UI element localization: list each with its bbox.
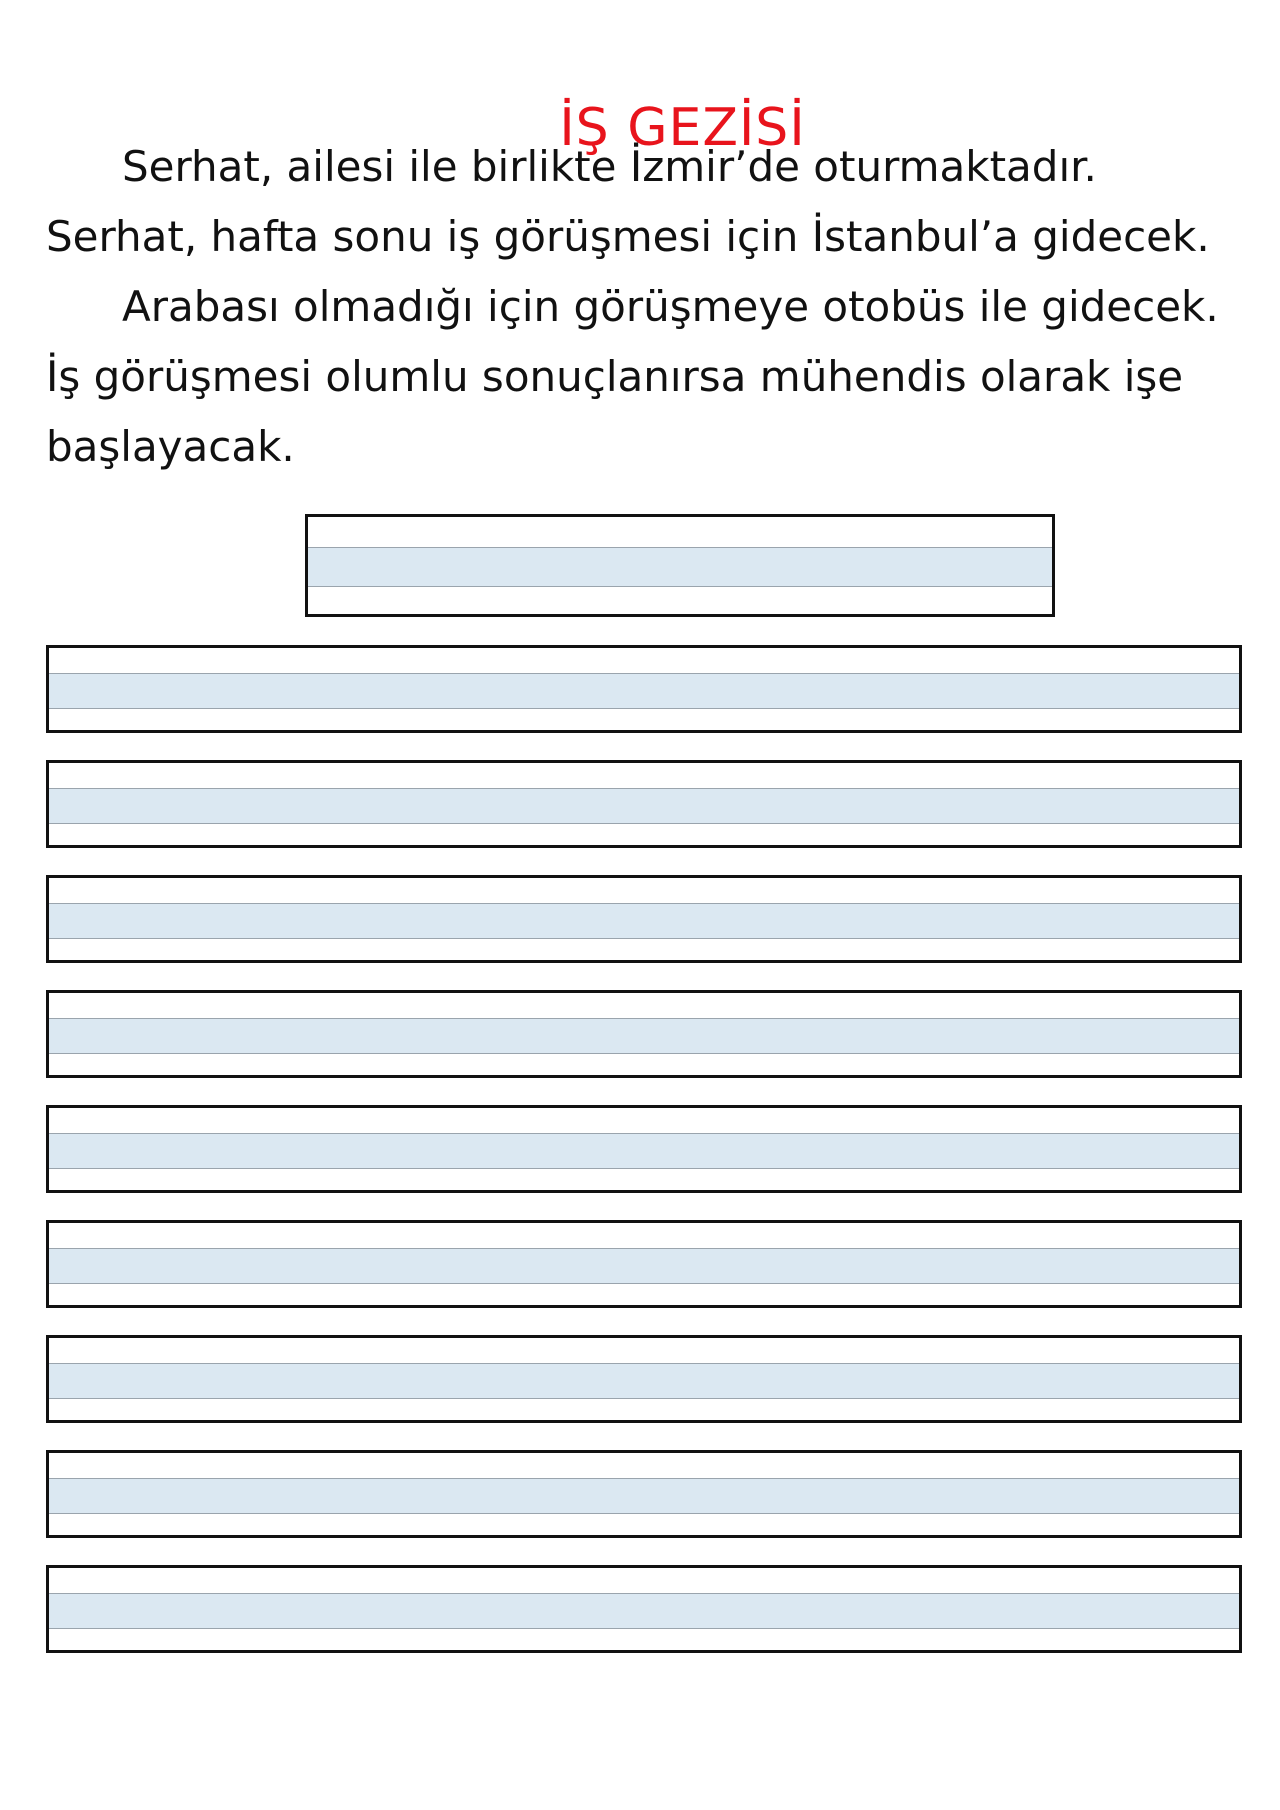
writing-line-4[interactable] bbox=[46, 990, 1242, 1078]
writing-guide-band bbox=[49, 1363, 1239, 1399]
title-writing-box[interactable] bbox=[305, 514, 1055, 617]
writing-line-5[interactable] bbox=[46, 1105, 1242, 1193]
writing-line-9[interactable] bbox=[46, 1565, 1242, 1653]
writing-guide-band bbox=[49, 1478, 1239, 1514]
writing-line-8[interactable] bbox=[46, 1450, 1242, 1538]
writing-guide-band bbox=[49, 1133, 1239, 1169]
writing-guide-band bbox=[49, 903, 1239, 939]
paragraph-line-4: İş görüşmesi olumlu sonuçlanırsa mühendis olarak işe bbox=[46, 352, 1184, 401]
writing-guide-band bbox=[308, 547, 1052, 587]
writing-guide-band bbox=[49, 1248, 1239, 1284]
paragraph-line-3: Arabası olmadığı için görüşmeye otobüs ile gidecek. bbox=[122, 282, 1219, 331]
writing-line-7[interactable] bbox=[46, 1335, 1242, 1423]
writing-guide-band bbox=[49, 1018, 1239, 1054]
paragraph-line-2: Serhat, hafta sonu iş görüşmesi için İstanbul’a gidecek. bbox=[46, 212, 1210, 261]
page-title: İŞ GEZİSİ bbox=[559, 97, 806, 158]
writing-guide-band bbox=[49, 673, 1239, 709]
writing-line-1[interactable] bbox=[46, 645, 1242, 733]
writing-guide-band bbox=[49, 788, 1239, 824]
paragraph-line-1: Serhat, ailesi ile birlikte İzmir’de oturmaktadır. bbox=[122, 142, 1097, 191]
writing-line-6[interactable] bbox=[46, 1220, 1242, 1308]
writing-guide-band bbox=[49, 1593, 1239, 1629]
paragraph-line-5: başlayacak. bbox=[46, 422, 295, 471]
writing-line-3[interactable] bbox=[46, 875, 1242, 963]
writing-line-2[interactable] bbox=[46, 760, 1242, 848]
